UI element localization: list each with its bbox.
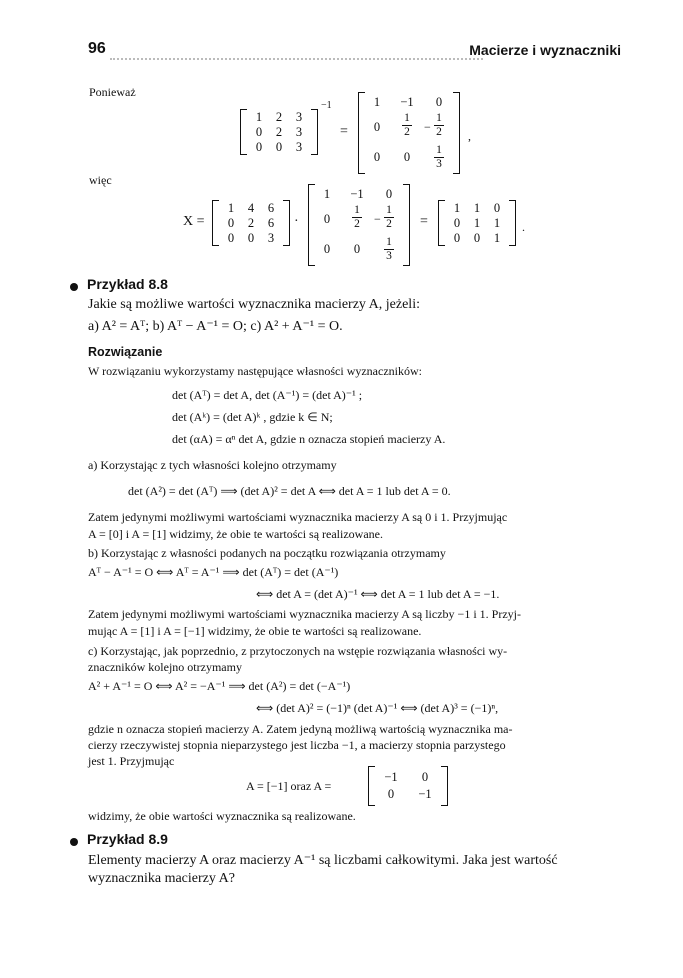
inverse-exponent: −1 [321,100,332,111]
matrix-a-cell: 0 [255,140,263,154]
matrix-b-cell: 2 [247,216,255,230]
header-rule [110,58,483,60]
part-b-equation-2: ⟺ det A = (det A)⁻¹ ⟺ det A = 1 lub det A = −1. [256,587,500,601]
matrix-c-cell: 0 [387,787,395,801]
inv2-cell: 0 [353,242,361,256]
matrix-i-cell: 0 [493,201,501,215]
inv-cell: 1 [373,95,381,109]
matrix-b-cell: 0 [227,231,235,245]
matrix-b-cell: 0 [227,216,235,230]
equals-sign: = [340,124,348,139]
part-c-intro-2: znaczników kolejno otrzymamy [88,660,242,674]
matrix-i-cell: 1 [473,216,481,230]
inv-cell: 0 [403,150,411,164]
matrix-i-cell: 0 [473,231,481,245]
part-b-conclusion-1: Zatem jedynymi możliwymi wartościami wyznacznika macierzy A są liczby −1 i 1. Przyj- [88,607,521,621]
part-c-intro-1: c) Korzystając, jak poprzednio, z przytoczonych na wstępie rozwiązania własności wy- [88,644,508,658]
matrix-a [240,109,318,155]
inv2-cell: −1 [350,187,364,201]
matrix-a-inverse-2: 1 −1 0 0 1 2 1 2 − 0 0 1 3 [308,184,410,266]
matrix-b-cell: 3 [267,231,275,245]
part-a-equation: det (A²) = det (Aᵀ) ⟹ (det A)² = det A ⟺ det A = 1 lub det A = 0. [128,484,451,498]
matrix-a-cell: 0 [255,125,263,139]
example-8-9-title: Przykład 8.9 [87,831,168,847]
matrix-i-cell: 1 [493,231,501,245]
part-a-conclusion-2: A = [0] i A = [1] widzimy, że obie te wartości są realizowane. [88,527,383,541]
poniewaz-label: Ponieważ [89,85,136,99]
page: 96 Macierze i wyznaczniki Ponieważ 1 2 3 0 2 3 0 0 3 −1 = 1 −1 0 0 1 2 1 2 − 0 0 1 3 , więc X = 1 4 6 0 2 6 0 0 3 · 1 −1 0 0 1 2 1 2 − 0 0 1 3 = 1 1 0 0 1 1 0 0 1 . Przykład 8.8 Jakie są możliwe wartości wyznacznika macierzy A, jeżeli: a) A² = Aᵀ; b) Aᵀ − A⁻¹ = O; c) A² + A⁻¹ = O. Rozwiązanie W rozwiązaniu wykorzystamy następujące własności wyznaczników: det (Aᵀ) = det A, det (A⁻¹) = (det A)⁻¹ ; det (Aᵏ) = (det A)ᵏ , gdzie k ∈ N; det (αA) = αⁿ det A, gdzie n oznacza stopień macierzy A. a) Korzystając z tych własności kolejno otrzymamy det (A²) = det (Aᵀ) ⟹ (det A)² = det A ⟺ det A = 1 lub det A = 0. Zatem jedynymi możliwymi wartościami wyznacznika macierzy A są 0 i 1. Przyjmując A = [0] i A = [1] widzimy, że obie te wartości są realizowane. b) Korzystając z własności podanych na początku rozwiązania otrzymamy Aᵀ − A⁻¹ = O ⟺ Aᵀ = A⁻¹ ⟹ det (Aᵀ) = det (A⁻¹) ⟺ det A = (det A)⁻¹ ⟺ det A = 1 lub det A = −1. Zatem jedynymi możliwymi wartościami wyznacznika macierzy A są liczby −1 i 1. Przyj- mując A = [1] i A = [−1] widzimy, że obie te wartości są realizowane. c) Korzystając, jak poprzednio, z przytoczonych na wstępie rozwiązania własności wy- znaczników kolejno otrzymamy A² + A⁻¹ = O ⟺ A² = −A⁻¹ ⟹ det (A²) = det (−A⁻¹) ⟺ (det A)² = (−1)ⁿ (det A)⁻¹ ⟺ (det A)³ = (−1)ⁿ, gdzie n oznacza stopień macierzy A. Zatem jedyną możliwą wartością wyznacznika ma- cierzy rzeczywistej stopnia nieparzystego jest liczba −1, a macierzy stopnia parzystego jest 1. Przyjmując A = [−1] oraz A = −1 0 0 −1 widzimy, że obie wartości wyznacznika są realizowane. Przykład 8.9 Elementy macierzy A oraz macierzy A⁻¹ są liczbami całkowitymi. Jaka jest wartość wyznacznika macierzy A? [0,0,683,978]
solution-intro: W rozwiązaniu wykorzystamy następujące własności wyznaczników: [88,364,422,378]
inv-cell: 0 [373,150,381,164]
part-a-intro: a) Korzystając z tych własności kolejno otrzymamy [88,458,337,472]
matrix-i-cell: 0 [453,216,461,230]
page-number: 96 [88,40,106,57]
part-b-intro: b) Korzystając z własności podanych na początku rozwiązania otrzymamy [88,546,446,560]
matrix-c [368,766,448,806]
example-8-8-title: Przykład 8.8 [87,276,168,292]
matrix-i-cell: 1 [453,201,461,215]
part-c-equation-3: A = [−1] oraz A = [246,779,332,793]
wiec-label: więc [89,173,112,187]
inv2-cell: 0 [323,242,331,256]
inv2-cell: 0 [385,187,393,201]
bullet-icon [70,283,78,291]
fraction-neg-half: 1 2 [432,112,446,139]
matrix-a-inverse: 1 −1 0 0 1 2 1 2 − 0 0 1 3 [358,92,460,174]
matrix-a-cell: 3 [295,125,303,139]
part-b-equation-1: Aᵀ − A⁻¹ = O ⟺ Aᵀ = A⁻¹ ⟹ det (Aᵀ) = det (A⁻¹) [88,565,339,579]
part-c-conclusion: widzimy, że obie wartości wyznacznika są realizowane. [88,809,356,823]
property-2: det (Aᵏ) = (det A)ᵏ , gdzie k ∈ N; [172,410,333,424]
inv-cell: 0 [373,120,381,134]
dot-operator: · [294,214,299,229]
matrix-b-cell: 6 [267,216,275,230]
matrix-b-cell: 1 [227,201,235,215]
part-b-conclusion-2: mując A = [1] i A = [−1] widzimy, że obie te wartości są realizowane. [88,624,422,638]
matrix-c-cell: 0 [421,770,429,784]
inv2-cell: 0 [323,212,331,226]
part-c-equation-2: ⟺ (det A)² = (−1)ⁿ (det A)⁻¹ ⟺ (det A)³ = (−1)ⁿ, [256,701,499,715]
inv-cell: 0 [435,95,443,109]
property-3: det (αA) = αⁿ det A, gdzie n oznacza stopień macierzy A. [172,432,446,446]
inv-cell: −1 [400,95,414,109]
matrix-c-cell: −1 [418,787,432,801]
fraction-half: 1 2 [400,112,414,139]
matrix-i-cell: 0 [453,231,461,245]
example-8-8-cases: a) A² = Aᵀ; b) Aᵀ − A⁻¹ = O; c) A² + A⁻¹ = O. [88,319,343,334]
matrix-i [438,200,516,246]
equals-sign-2: = [420,214,428,229]
matrix-a-cell: 2 [275,125,283,139]
solution-title: Rozwiązanie [88,345,163,359]
matrix-b-cell: 4 [247,201,255,215]
part-a-conclusion-1: Zatem jedynymi możliwymi wartościami wyznacznika macierzy A są 0 i 1. Przyjmując [88,510,508,524]
x-label: X = [183,214,205,229]
matrix-b [212,200,290,246]
matrix-c-cell: −1 [384,770,398,784]
bullet-icon [70,838,78,846]
part-c-text-3: jest 1. Przyjmując [88,754,175,768]
page-header [88,34,621,64]
property-1: det (Aᵀ) = det A, det (A⁻¹) = (det A)⁻¹ ; [172,388,363,402]
inv2-cell: 1 [323,187,331,201]
fraction-third: 1 3 [432,144,446,171]
matrix-b-cell: 0 [247,231,255,245]
example-8-9-text-1: Elementy macierzy A oraz macierzy A⁻¹ są liczbami całkowitymi. Jaka jest wartość [88,853,558,868]
matrix-i-cell: 1 [493,216,501,230]
example-8-8-question: Jakie są możliwe wartości wyznacznika macierzy A, jeżeli: [88,297,420,312]
matrix-b-cell: 6 [267,201,275,215]
matrix-a-cell: 0 [275,140,283,154]
matrix-a-cell: 3 [295,110,303,124]
matrix-a-cell: 2 [275,110,283,124]
matrix-a-cell: 1 [255,110,263,124]
part-c-equation-1: A² + A⁻¹ = O ⟺ A² = −A⁻¹ ⟹ det (A²) = det (−A⁻¹) [88,679,351,693]
part-c-text-1: gdzie n oznacza stopień macierzy A. Zatem jedyną możliwą wartością wyznacznika ma- [88,722,513,736]
example-8-9-text-2: wyznacznika macierzy A? [88,871,235,886]
matrix-i-cell: 1 [473,201,481,215]
matrix-a-cell: 3 [295,140,303,154]
chapter-title: Macierze i wyznaczniki [469,42,621,58]
part-c-text-2: cierzy rzeczywistej stopnia nieparzystego jest liczba −1, a macierzy stopnia parzystego [88,738,506,752]
